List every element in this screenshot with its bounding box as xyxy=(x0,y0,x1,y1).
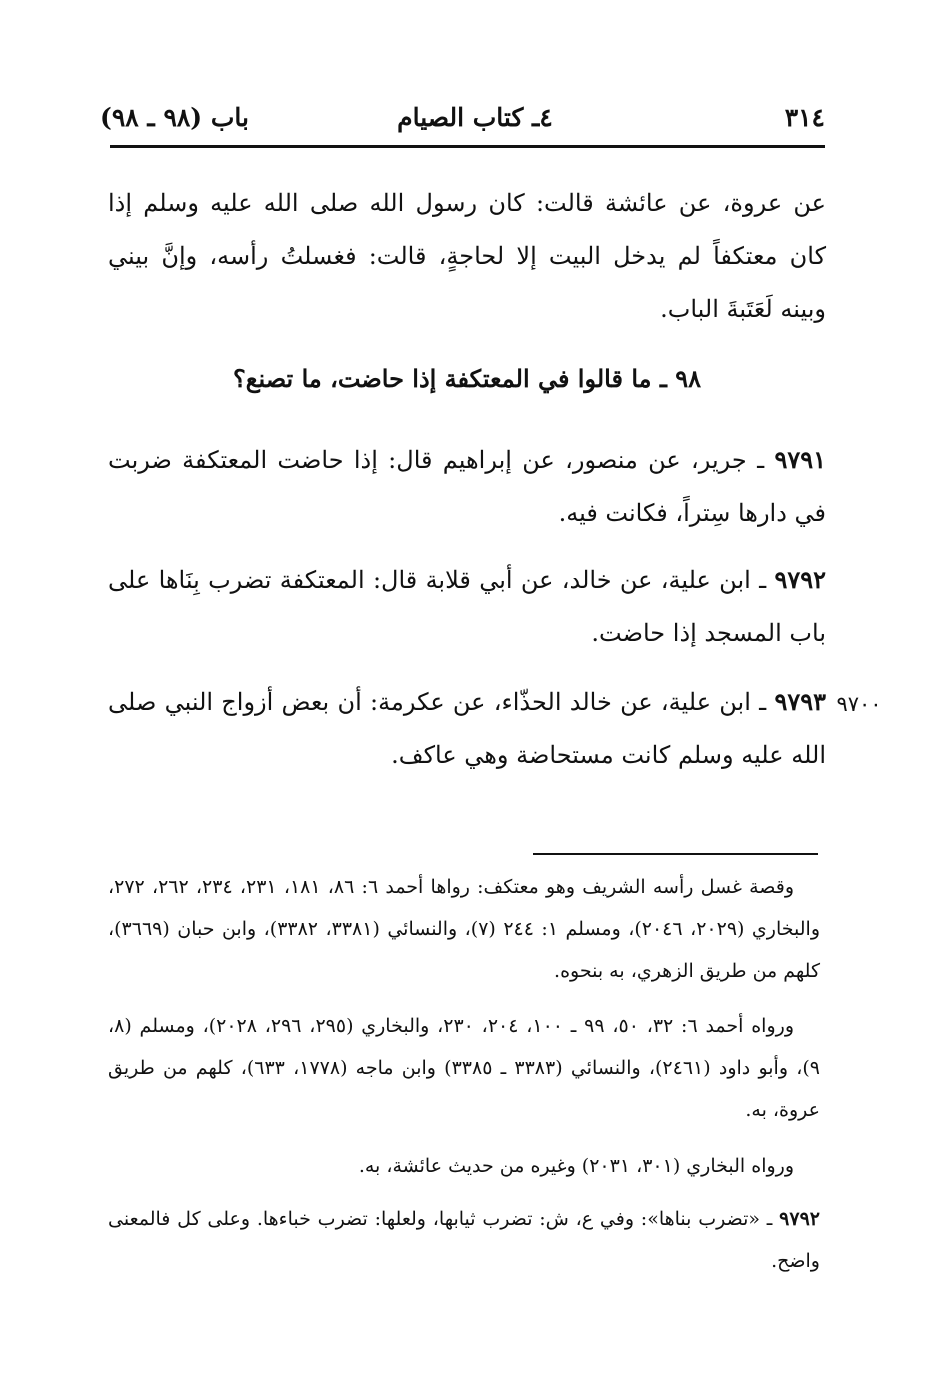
footnote-text: ورواه البخاري (٣٠١، ٢٠٣١) وغيره من حديث عائشة، به. xyxy=(358,1155,794,1177)
margin-reference-number: ٩٧٠٠ xyxy=(836,692,882,716)
footnote-paragraph xyxy=(108,1005,820,1131)
hadith-entry-9792 xyxy=(108,553,826,660)
footnote-text: ورواه أحمد ٦: ٣٢، ٥٠، ٩٩ ـ ١٠٠، ٢٠٤، ٢٣٠، والبخاري (٢٩٥، ٢٩٦، ٢٠٢٨)، ومسلم (٨، ٩)، وأبو داود (٢٤٦١)، والنسائي (٣٣٨٣ ـ ٣٣٨٥) وابن ماجه (١٧٧٨، ٦٣٣)، كلهم من طريق عروة، به. xyxy=(108,1015,820,1121)
footnote-note-number: ٩٧٩٢ xyxy=(779,1208,820,1230)
hadith-text: ـ جرير، عن منصور، عن إبراهيم قال: إذا حاضت المعتكفة ضربت في دارها سِتراً، فكانت فيه. xyxy=(108,446,826,527)
continuation-paragraph: عن عروة، عن عائشة قالت: كان رسول الله صلى الله عليه وسلم إذا كان معتكفاً لم يدخل البيت إلا لحاجةٍ، قالت: فغسلتُ رأسه، وإنَّ بيني وبينه لَعَتَبةَ الباب. xyxy=(108,189,826,323)
section-heading: ٩٨ ـ ما قالوا في المعتكفة إذا حاضت، ما تصنع؟ xyxy=(232,364,702,393)
footnote-text: وقصة غسل رأسه الشريف وهو معتكف: رواها أحمد ٦: ٨٦، ١٨١، ٢٣١، ٢٣٤، ٢٦٢، ٢٧٢، والبخاري (٢٠٢٩، ٢٠٤٦)، ومسلم ١: ٢٤٤ (٧)، والنسائي (٣٣٨١، ٣٣٨٢)، وابن حبان (٣٦٦٩)، كلهم من طريق الزهري، به بنحوه. xyxy=(108,876,820,982)
hadith-text: ـ ابن علية، عن خالد الحذّاء، عن عكرمة: أن بعض أزواج النبي صلى الله عليه وسلم كانت مستحاضة وهي عاكف. xyxy=(108,688,826,769)
hadith-entry-9793 xyxy=(108,675,826,782)
footnote-note xyxy=(108,1198,820,1282)
page-number: ٣١٤ xyxy=(784,103,825,132)
hadith-number: ٩٧٩١ xyxy=(774,445,826,474)
hadith-number: ٩٧٩٣ xyxy=(774,687,826,716)
footnote-paragraph xyxy=(108,866,820,992)
footnote-paragraph xyxy=(108,1145,820,1187)
hadith-text: ـ ابن علية، عن خالد، عن أبي قلابة قال: المعتكفة تضرب بِنَاها على باب المسجد إذا حاضت. xyxy=(108,566,826,647)
chapter-range: باب (٩٨ ـ ٩٨) xyxy=(100,103,249,132)
book-title: ٤ـ كتاب الصيام xyxy=(397,103,553,132)
header-rule xyxy=(110,145,825,148)
hadith-number: ٩٧٩٢ xyxy=(774,565,826,594)
footnote-separator xyxy=(533,853,818,855)
footnote-text: ـ «تضرب بناها»: وفي ع، ش: تضرب ثيابها، ولعلها: تضرب خباءها. وعلى كل فالمعنى واضح. xyxy=(108,1208,820,1272)
hadith-entry-9791 xyxy=(108,433,826,540)
